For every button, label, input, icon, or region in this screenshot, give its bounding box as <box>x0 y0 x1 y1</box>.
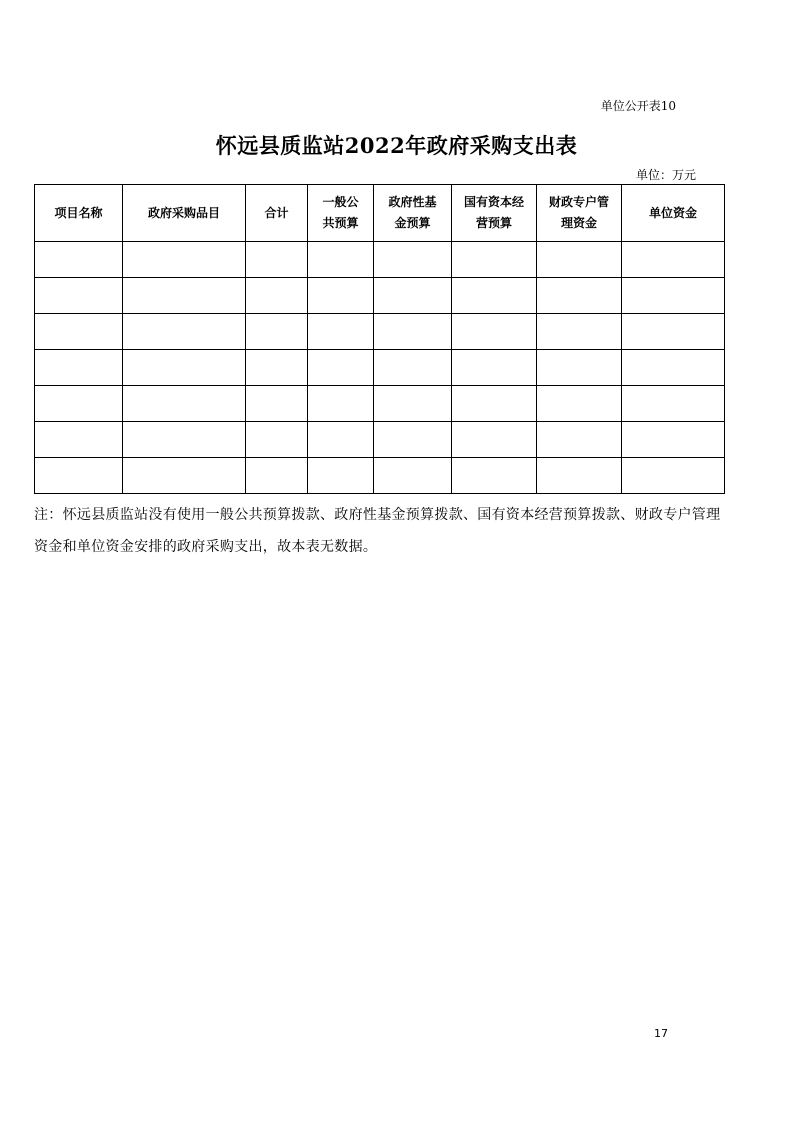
table-row <box>35 350 725 386</box>
table-cell <box>622 386 725 422</box>
table-cell <box>246 350 308 386</box>
table-cell <box>622 458 725 494</box>
table-cell <box>374 386 452 422</box>
table-cell <box>123 386 246 422</box>
table-cell <box>452 422 537 458</box>
table-cell <box>308 350 374 386</box>
form-code: 单位公开表10 <box>600 99 676 113</box>
table-cell <box>123 278 246 314</box>
unit-label: 单位：万元 <box>635 168 696 182</box>
table-cell <box>452 314 537 350</box>
table-cell <box>123 458 246 494</box>
footnote: 注：怀远县质监站没有使用一般公共预算拨款、政府性基金预算拨款、国有资本经营预算拨款、财政专户管理资金和单位资金安排的政府采购支出，故本表无数据。 <box>34 507 721 555</box>
header-special-account-funds: 财政专户管理资金 <box>537 185 622 242</box>
table-cell <box>308 314 374 350</box>
table-cell <box>246 422 308 458</box>
table-header-row <box>35 185 725 242</box>
table-cell <box>622 422 725 458</box>
table-cell <box>35 278 123 314</box>
table-row <box>35 422 725 458</box>
table-cell <box>374 458 452 494</box>
table-cell <box>35 314 123 350</box>
table-cell <box>123 422 246 458</box>
table-cell <box>452 242 537 278</box>
table-cell <box>374 242 452 278</box>
table-cell <box>452 278 537 314</box>
table-row <box>35 458 725 494</box>
header-general-budget: 一般公共预算 <box>308 185 374 242</box>
table-cell <box>537 350 622 386</box>
table-cell <box>537 278 622 314</box>
table-cell <box>35 386 123 422</box>
table-cell <box>622 350 725 386</box>
table-cell <box>35 458 123 494</box>
table-cell <box>246 242 308 278</box>
table-row <box>35 314 725 350</box>
table-cell <box>308 458 374 494</box>
table-cell <box>622 278 725 314</box>
page-title: 怀远县质监站2022年政府采购支出表 <box>215 133 578 158</box>
header-project-name: 项目名称 <box>35 185 123 242</box>
table-cell <box>308 386 374 422</box>
table-cell <box>246 314 308 350</box>
table-cell <box>374 422 452 458</box>
table-cell <box>246 386 308 422</box>
table-cell <box>308 422 374 458</box>
table-cell <box>537 314 622 350</box>
table-cell <box>308 278 374 314</box>
table-cell <box>537 422 622 458</box>
table-cell <box>537 242 622 278</box>
table-cell <box>35 242 123 278</box>
table-row <box>35 242 725 278</box>
table-cell <box>537 458 622 494</box>
table-cell <box>374 314 452 350</box>
table-cell <box>452 350 537 386</box>
table-cell <box>35 350 123 386</box>
procurement-table <box>34 184 725 494</box>
table-row <box>35 386 725 422</box>
table-cell <box>452 386 537 422</box>
table-cell <box>123 350 246 386</box>
table-cell <box>537 386 622 422</box>
header-total: 合计 <box>246 185 308 242</box>
table-cell <box>374 350 452 386</box>
table-cell <box>622 314 725 350</box>
table-cell <box>622 242 725 278</box>
table-cell <box>246 278 308 314</box>
table-cell <box>123 242 246 278</box>
header-unit-funds: 单位资金 <box>622 185 725 242</box>
table-cell <box>246 458 308 494</box>
table-cell <box>123 314 246 350</box>
table-cell <box>308 242 374 278</box>
table-row <box>35 278 725 314</box>
table-cell <box>452 458 537 494</box>
page-number: 17 <box>654 1027 668 1040</box>
header-state-capital-budget: 国有资本经营预算 <box>452 185 537 242</box>
table-cell <box>35 422 123 458</box>
header-government-fund-budget: 政府性基金预算 <box>374 185 452 242</box>
table-cell <box>374 278 452 314</box>
header-procurement-item: 政府采购品目 <box>123 185 246 242</box>
